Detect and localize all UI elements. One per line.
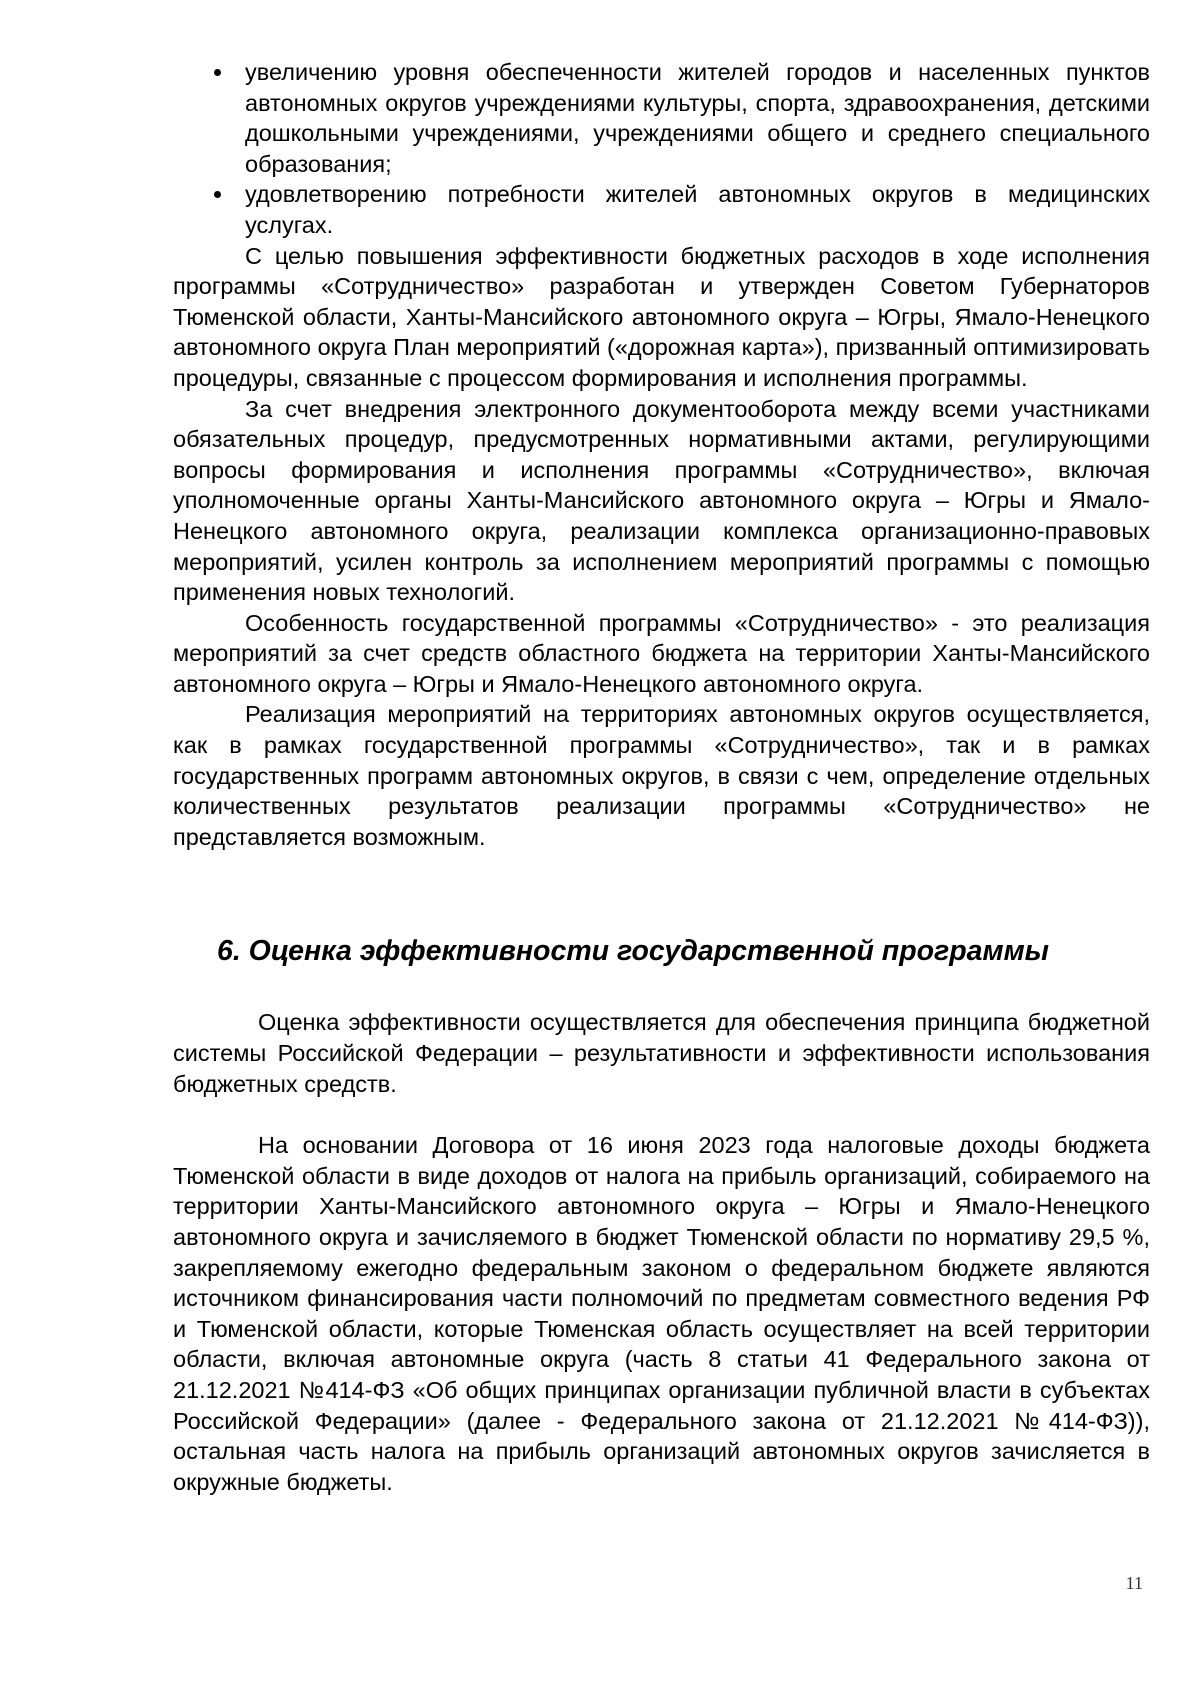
paragraph-implementation: Реализация мероприятий на территориях автономных округов осуществляется, как в рамках государственной программы «Сотрудничество», так и в рамках государственных программ автономных округов, в связи с чем, определение отдельных количественных результатов реализации программы «Сотрудничество» не представляется возможным. (173, 701, 1150, 850)
paragraph-edo: За счет внедрения электронного документооборота между всеми участниками обязательных процедур, предусмотренных нормативными актами, регулирующими вопросы формирования и исполнения программы «Сотрудничество», включая уполномоченные органы Ханты-Мансийского автономного округа – Югры и Ямало-Ненецкого автономного округа, реализации комплекса организационно-правовых мероприятий, усилен контроль за исполнением мероприятий программы с помощью применения новых технологий. (173, 395, 1150, 606)
document-page (173, 57, 1150, 1497)
paragraph-roadmap: С целью повышения эффективности бюджетных расходов в ходе исполнения программы «Сотрудничество» разработан и утвержден Советом Губернаторов Тюменской области, Ханты-Мансийского автономного округа – Югры, Ямало-Ненецкого автономного округа План мероприятий («дорожная карта»), призванный оптимизировать процедуры, связанные с процессом формирования и исполнения программы. (173, 242, 1150, 391)
section-heading: 6. Оценка эффективности государственной программы (217, 935, 1050, 968)
page-number: 11 (1125, 1573, 1143, 1593)
bullet-item: удовлетворению потребности жителей автономных округов в медицинских услугах. (173, 179, 1150, 240)
paragraph-efficiency-evaluation: Оценка эффективности осуществляется для обеспечения принципа бюджетной системы Российской Федерации – результативности и эффективности использования бюджетных средств. (173, 1009, 1150, 1097)
paragraph-tax-agreement: На основании Договора от 16 июня 2023 года налоговые доходы бюджета Тюменской области в виде доходов от налога на прибыль организаций, собираемого на территории Ханты-Мансийского автономного округа – Югры и Ямало-Ненецкого автономного округа и зачисляемого в бюджет Тюменской области по нормативу 29,5 %, закрепляемому ежегодно федеральным законом о федеральном бюджете являются источником финансирования части полномочий по предметам совместного ведения РФ и Тюменской области, которые Тюменская область осуществляет на всей территории области, включая автономные округа (часть 8 статьи 41 Федерального закона от 21.12.2021 №414-ФЗ «Об общих принципах организации публичной власти в субъектах Российской Федерации» (далее - Федерального закона от 21.12.2021 №414-ФЗ)), остальная часть налога на прибыль организаций автономных округов зачисляется в окружные бюджеты. (173, 1132, 1150, 1495)
bullet-item: увеличению уровня обеспеченности жителей городов и населенных пунктов автономных округов учреждениями культуры, спорта, здравоохранения, детскими дошкольными учреждениями, учреждениями общего и среднего специального образования; (173, 57, 1150, 179)
paragraph-feature: Особенность государственной программы «Сотрудничество» - это реализация мероприятий за счет средств областного бюджета на территории Ханты-Мансийского автономного округа – Югры и Ямало-Ненецкого автономного округа. (173, 609, 1150, 697)
bullet-list (173, 57, 1150, 241)
